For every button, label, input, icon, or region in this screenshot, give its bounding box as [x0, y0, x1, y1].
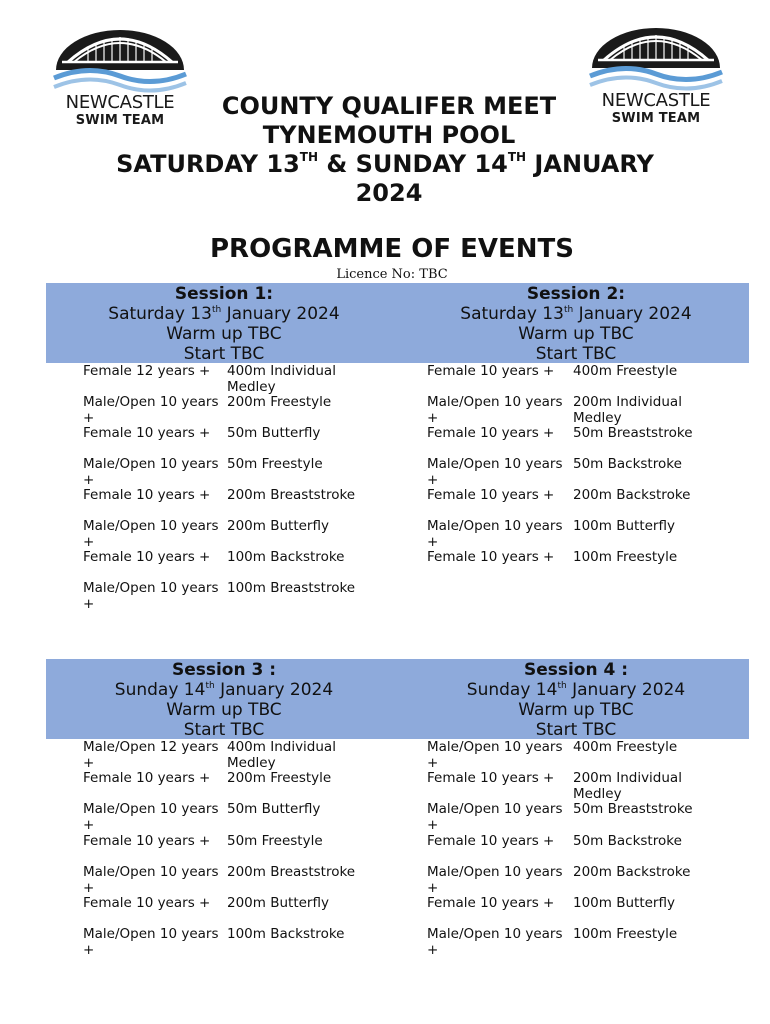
- event-name: 50m Butterfly: [227, 425, 321, 441]
- logo-text-newcastle: NEWCASTLE: [601, 90, 711, 111]
- event-age-group: Male/Open 10 years +: [83, 580, 219, 612]
- session-4-header: [400, 660, 752, 740]
- meet-title: COUNTY QUALIFER MEET: [221, 92, 557, 120]
- bridge-emblem-icon: [584, 16, 728, 96]
- meet-year: 2024: [355, 179, 423, 207]
- session-date-pre: Saturday 13: [108, 304, 212, 324]
- meet-dates-part: & SUNDAY 14: [318, 150, 508, 178]
- event-name: 400m Freestyle: [573, 739, 678, 755]
- event-age-group: Male/Open 10 years +: [427, 926, 563, 958]
- session-date-post: January 2024: [566, 680, 686, 700]
- session-warmup: Warm up TBC: [166, 324, 282, 344]
- event-name: 400m Freestyle: [573, 363, 678, 379]
- event-age-group: Female 10 years +: [83, 770, 211, 786]
- session-title: Session 4 :: [523, 660, 629, 680]
- venue-title: TYNEMOUTH POOL: [262, 121, 516, 149]
- event-age-group: Male/Open 10 years +: [427, 518, 563, 550]
- event-name: 100m Butterfly: [573, 895, 675, 911]
- event-name: 200m Individual Medley: [573, 770, 682, 802]
- session-warmup: Warm up TBC: [166, 700, 282, 720]
- event-age-group: Female 10 years +: [427, 770, 555, 786]
- event-age-group: Male/Open 10 years +: [83, 394, 219, 426]
- licence-number: Licence No: TBC: [336, 267, 448, 282]
- meet-dates-sup: TH: [507, 150, 527, 164]
- session-date: [400, 680, 752, 700]
- event-age-group: Female 10 years +: [83, 487, 211, 503]
- event-name: 100m Butterfly: [573, 518, 675, 534]
- programme-title: PROGRAMME OF EVENTS: [210, 234, 574, 264]
- event-name: 50m Breaststroke: [573, 425, 693, 441]
- event-name: 50m Butterfly: [227, 801, 321, 817]
- event-age-group: Female 10 years +: [427, 487, 555, 503]
- session-date: [48, 680, 400, 700]
- event-name: 400m Individual Medley: [227, 363, 336, 395]
- session-date-pre: Sunday 14: [466, 680, 558, 700]
- event-age-group: Female 10 years +: [427, 895, 555, 911]
- meet-dates-sup: TH: [299, 150, 318, 164]
- event-age-group: Male/Open 10 years +: [83, 456, 219, 488]
- session-1-header: [48, 284, 400, 364]
- event-age-group: Male/Open 10 years +: [427, 394, 563, 426]
- event-name: 50m Backstroke: [573, 456, 682, 472]
- session-date: [48, 304, 400, 324]
- event-name: 200m Breaststroke: [227, 864, 356, 880]
- event-name: 200m Butterfly: [227, 518, 329, 534]
- session-title: Session 1:: [174, 284, 274, 304]
- event-name: 100m Breaststroke: [227, 580, 356, 596]
- meet-dates-part: JANUARY: [526, 150, 654, 178]
- event-age-group: Male/Open 10 years +: [83, 801, 219, 833]
- session-date: [400, 304, 752, 324]
- session-warmup: Warm up TBC: [518, 324, 634, 344]
- event-name: 50m Breaststroke: [573, 801, 693, 817]
- event-name: 200m Backstroke: [573, 487, 691, 503]
- session-date-sup: th: [557, 681, 567, 691]
- logo-text-newcastle: NEWCASTLE: [65, 92, 175, 113]
- event-age-group: Male/Open 10 years +: [427, 739, 563, 771]
- event-name: 200m Breaststroke: [227, 487, 356, 503]
- session-date-pre: Sunday 14: [114, 680, 206, 700]
- session-date-pre: Saturday 13: [460, 304, 564, 324]
- event-name: 200m Freestyle: [227, 394, 332, 410]
- event-age-group: Female 10 years +: [427, 549, 555, 565]
- event-age-group: Female 10 years +: [427, 425, 555, 441]
- event-age-group: Male/Open 10 years +: [83, 926, 219, 958]
- session-date-post: January 2024: [221, 304, 340, 324]
- event-age-group: Female 10 years +: [427, 363, 555, 379]
- event-name: 200m Backstroke: [573, 864, 691, 880]
- event-name: 50m Freestyle: [227, 833, 323, 849]
- event-name: 100m Backstroke: [227, 549, 345, 565]
- event-name: 200m Freestyle: [227, 770, 332, 786]
- event-name: 100m Backstroke: [227, 926, 345, 942]
- event-name: 200m Butterfly: [227, 895, 329, 911]
- meet-dates-part: SATURDAY 13: [116, 150, 300, 178]
- event-name: 100m Freestyle: [573, 926, 678, 942]
- session-title: Session 3 :: [171, 660, 277, 680]
- session-date-sup: th: [563, 305, 574, 315]
- session-start: Start TBC: [535, 720, 617, 740]
- event-name: 400m Individual Medley: [227, 739, 336, 771]
- event-name: 200m Individual Medley: [573, 394, 682, 426]
- event-age-group: Male/Open 10 years +: [427, 864, 563, 896]
- event-age-group: Female 12 years +: [83, 363, 211, 379]
- event-name: 50m Freestyle: [227, 456, 323, 472]
- event-age-group: Female 10 years +: [83, 425, 211, 441]
- logo-text-swim-team: SWIM TEAM: [611, 111, 701, 126]
- session-date-post: January 2024: [214, 680, 334, 700]
- session-warmup: Warm up TBC: [518, 700, 634, 720]
- event-age-group: Male/Open 10 years +: [427, 801, 563, 833]
- session-date-post: January 2024: [573, 304, 692, 324]
- event-age-group: Female 10 years +: [83, 895, 211, 911]
- session-date-sup: th: [205, 681, 215, 691]
- event-age-group: Female 10 years +: [83, 549, 211, 565]
- logo-text-swim-team: SWIM TEAM: [75, 113, 165, 128]
- event-age-group: Male/Open 12 years +: [83, 739, 219, 771]
- event-age-group: Male/Open 10 years +: [83, 864, 219, 896]
- event-name: 50m Backstroke: [573, 833, 682, 849]
- session-3-header: [48, 660, 400, 740]
- event-age-group: Male/Open 10 years +: [427, 456, 563, 488]
- bridge-emblem-icon: [48, 18, 192, 98]
- event-age-group: Female 10 years +: [83, 833, 211, 849]
- event-age-group: Male/Open 10 years +: [83, 518, 219, 550]
- session-date-sup: th: [211, 305, 222, 315]
- event-name: 100m Freestyle: [573, 549, 678, 565]
- session-start: Start TBC: [183, 344, 265, 364]
- event-age-group: Female 10 years +: [427, 833, 555, 849]
- session-start: Start TBC: [535, 344, 617, 364]
- session-2-header: [400, 284, 752, 364]
- session-start: Start TBC: [183, 720, 265, 740]
- session-title: Session 2:: [526, 284, 626, 304]
- meet-dates: [0, 150, 770, 178]
